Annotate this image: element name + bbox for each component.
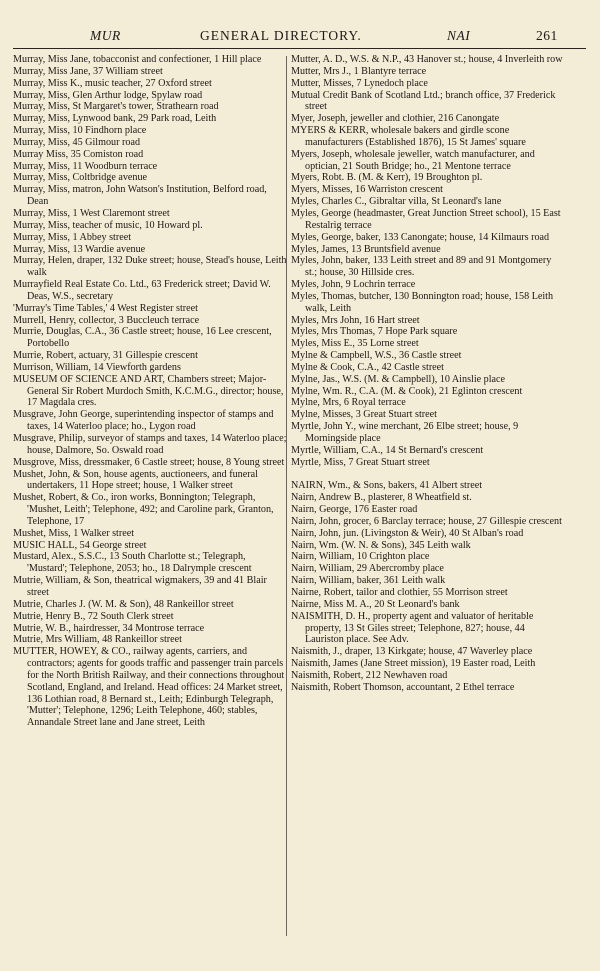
directory-entry: Mutter, Mrs J., 1 Blantyre terrace <box>291 65 427 77</box>
directory-entry: 'Murray's Time Tables,' 4 West Register street <box>13 302 198 314</box>
directory-entry: Nairn, John, jun. (Livingston & Weir), 40 St Alban's road <box>291 527 524 539</box>
directory-entry: Musgrave, Philip, surveyor of stamps and taxes, 14 Waterloo place; house, Dalmore, So. Oswald road <box>13 433 287 456</box>
directory-entry: Mutter, Misses, 7 Lynedoch place <box>291 77 428 89</box>
directory-entry: Mylne, Mrs, 6 Royal terrace <box>291 397 406 409</box>
directory-entry: Myrtle, Miss, 7 Great Stuart street <box>291 456 430 468</box>
directory-entry: Nairn, John, grocer, 6 Barclay terrace; house, 27 Gillespie crescent <box>291 515 562 527</box>
directory-entry: Naismith, Robert, 212 Newhaven road <box>291 669 448 681</box>
header-right-keyword: NAI <box>447 28 471 43</box>
directory-entry: Murray, Helen, draper, 132 Duke street; house, Stead's house, Leith walk <box>13 255 287 279</box>
column-divider <box>286 56 287 936</box>
directory-entry: Mushet, John, & Son, house agents, auctioneers, and funeral undertakers, 11 Hope street; house, 1 Walker street <box>13 468 258 492</box>
directory-entry: Nairne, Robert, tailor and clothier, 55 Morrison street <box>291 586 508 598</box>
directory-entry: Mushet, Robert, & Co., iron works, Bonnington; Telegraph, 'Mushet, Leith'; Telephone, 492; and Caroline park, Granton, Telephone, 17 <box>13 492 274 527</box>
header-rule <box>13 48 586 49</box>
directory-entry: Murray, Miss, 45 Gilmour road <box>13 136 141 148</box>
directory-entry: Myer, Joseph, jeweller and clothier, 216 Canongate <box>291 113 500 125</box>
directory-entry: Murray, Miss, matron, John Watson's Institution, Belford road, Dean <box>13 184 267 208</box>
directory-entry: Murray, Miss, St Margaret's tower, Strathearn road <box>13 101 219 113</box>
directory-entry: Murrayfield Real Estate Co. Ltd., 63 Frederick street; David W. Deas, W.S., secretary <box>13 279 271 302</box>
directory-entry: Murrie, Robert, actuary, 31 Gillespie crescent <box>13 350 198 362</box>
directory-entry: Mutter, A. D., W.S. & N.P., 43 Hanover st.; house, 4 Inverleith row <box>291 54 563 65</box>
directory-entry: Murray, Miss, Lynwood bank, 29 Park road, Leith <box>13 113 217 125</box>
directory-entry: Mutrie, Charles J. (W. M. & Son), 48 Rankeillor street <box>13 598 234 610</box>
directory-entry: Murray, Miss, 11 Woodburn terrace <box>13 160 158 172</box>
directory-entry: Mylne & Cook, C.A., 42 Castle street <box>291 361 444 373</box>
directory-entry: MUSIC HALL, 54 George street <box>13 539 147 551</box>
directory-entry: Mutrie, Mrs William, 48 Rankeillor street <box>13 634 182 646</box>
directory-entry: Myers, Joseph, wholesale jeweller, watch manufacturer, and optician, 21 South Bridge; ho., 21 Mentone terrace <box>291 148 535 172</box>
directory-entry: Murray, Miss, 1 West Claremont street <box>13 207 170 219</box>
directory-entry: Naismith, James (Jane Street mission), 19 Easter road, Leith <box>291 658 536 670</box>
directory-entry: Murray, Miss, 13 Wardie avenue <box>13 243 146 255</box>
directory-entry: Murray, Miss, 10 Findhorn place <box>13 125 147 137</box>
directory-entry: Mustard, Alex., S.S.C., 13 South Charlotte st.; Telegraph, 'Mustard'; Telephone, 2053; ho., 18 Dalrymple crescent <box>13 551 252 575</box>
directory-entry: Naismith, Robert Thomson, accountant, 2 Ethel terrace <box>291 681 515 693</box>
left-column <box>13 54 287 729</box>
directory-entry: NAIRN, Wm., & Sons, bakers, 41 Albert street <box>291 480 483 492</box>
directory-entry: Mutrie, William, & Son, theatrical wigmakers, 39 and 41 Blair street <box>13 575 267 598</box>
directory-entry: Murrell, Henry, collector, 3 Buccleuch terrace <box>13 314 200 326</box>
right-column <box>291 54 565 694</box>
directory-entry: Myles, Thomas, butcher, 130 Bonnington road; house, 158 Leith walk, Leith <box>291 290 554 314</box>
page-number: 261 <box>536 28 558 43</box>
directory-entry: Nairn, Wm. (W. N. & Sons), 345 Leith walk <box>291 539 471 551</box>
header-left-keyword: MUR <box>90 28 121 43</box>
directory-entry: Mushet, Miss, 1 Walker street <box>13 527 135 539</box>
directory-entry: Myles, George (headmaster, Great Junction Street school), 15 East Restalrig terrace <box>291 207 561 231</box>
directory-entry: Murray, Miss Jane, tobacconist and confectioner, 1 Hill place <box>13 54 262 65</box>
directory-entry: Mutrie, W. B., hairdresser, 34 Montrose terrace <box>13 622 205 634</box>
directory-entry: Nairne, Miss M. A., 20 St Leonard's bank <box>291 598 460 610</box>
directory-entry: Myles, Mrs John, 16 Hart street <box>291 314 420 326</box>
directory-entry: NAISMITH, D. H., property agent and valuator of heritable property, 13 St Giles street; Telephone, 827; house, 44 Lauriston place. See Adv. <box>291 610 534 646</box>
directory-entry: Mylne, Jas., W.S. (M. & Campbell), 10 Ainslie place <box>291 373 506 385</box>
directory-entry: Myers, Robt. B. (M. & Kerr), 19 Broughton pl. <box>291 172 483 184</box>
directory-entry: Murray, Miss, 1 Abbey street <box>13 231 132 243</box>
directory-entry: Nairn, William, 29 Abercromby place <box>291 563 444 575</box>
directory-entry: Nairn, George, 176 Easter road <box>291 504 418 516</box>
directory-entry: Myles, Mrs Thomas, 7 Hope Park square <box>291 326 458 338</box>
directory-entry: Murrie, Douglas, C.A., 36 Castle street; house, 16 Lee crescent, Portobello <box>13 326 272 350</box>
directory-entry: Myers, Misses, 16 Warriston crescent <box>291 184 443 196</box>
directory-entry: Mylne, Misses, 3 Great Stuart street <box>291 409 437 421</box>
directory-entry: Myles, John, baker, 133 Leith street and 89 and 91 Montgomery st.; house, 30 Hillside cres. <box>291 255 552 279</box>
directory-entry: Murray, Miss K., music teacher, 27 Oxford street <box>13 77 212 89</box>
directory-entry: Murray, Miss, Coltbridge avenue <box>13 172 148 184</box>
directory-entry: Myles, Charles C., Gibraltar villa, St Leonard's lane <box>291 196 502 208</box>
directory-entry: Myrtle, William, C.A., 14 St Bernard's crescent <box>291 444 484 456</box>
directory-entry: Nairn, William, baker, 361 Leith walk <box>291 575 446 587</box>
directory-entry: Myrtle, John Y., wine merchant, 26 Elbe street; house, 9 Morningside place <box>291 421 519 444</box>
directory-entry: Musgrave, John George, superintending inspector of stamps and taxes, 14 Waterloo place; ho., Lygon road <box>13 409 274 433</box>
directory-entry: MUSEUM OF SCIENCE AND ART, Chambers street; Major-General Sir Robert Murdoch Smith, K.C.M.G., director; house, 17 Magdala cres. <box>13 373 284 409</box>
directory-entry: Nairn, Andrew B., plasterer, 8 Wheatfield st. <box>291 492 472 504</box>
directory-entry: Myles, John, 9 Lochrin terrace <box>291 279 416 291</box>
directory-entry: Myles, George, baker, 133 Canongate; house, 14 Kilmaurs road <box>291 231 550 243</box>
directory-entry: Nairn, William, 10 Crighton place <box>291 551 430 563</box>
directory-entry: Mutrie, Henry B., 72 South Clerk street <box>13 610 174 622</box>
directory-entry: Myles, Miss E., 35 Lorne street <box>291 338 419 350</box>
directory-entry: Murrison, William, 14 Viewforth gardens <box>13 361 181 373</box>
directory-entry: Murray Miss, 35 Comiston road <box>13 148 144 160</box>
directory-entry: Naismith, J., draper, 13 Kirkgate; house, 47 Waverley place <box>291 646 533 658</box>
directory-entry: MUTTER, HOWEY, & CO., railway agents, carriers, and contractors; agents for goods traffic and passenger train parcels for the North British Railway, and their connections throughout Scotland, England, and Ireland. Head offices: 24 Market street, 136 Lothian road, 8 Bernard st., Leith; Edinburgh Telegraph, 'Mutter'; Telephone, 1296; Leith Telephone, 460; stables, Annandale Street lane and Jane street, Leith <box>13 646 285 729</box>
header-title: GENERAL DIRECTORY. <box>200 28 362 43</box>
directory-entry: Mylne & Campbell, W.S., 36 Castle street <box>291 350 462 362</box>
directory-entry: Myles, James, 13 Bruntsfield avenue <box>291 243 441 255</box>
page-header <box>0 28 600 48</box>
directory-entry: Mutual Credit Bank of Scotland Ltd.; branch office, 37 Frederick street <box>291 89 556 113</box>
directory-entry: Murray, Miss Jane, 37 William street <box>13 65 163 77</box>
directory-entry: Murray, Miss, teacher of music, 10 Howard pl. <box>13 219 203 231</box>
section-gap <box>291 469 565 481</box>
directory-entry: MYERS & KERR, wholesale bakers and girdle scone manufacturers (Established 1876), 15 St James' square <box>291 125 526 148</box>
directory-entry: Musgrove, Miss, dressmaker, 6 Castle street; house, 8 Young street <box>13 456 285 468</box>
directory-entry: Murray, Miss, Glen Arthur lodge, Spylaw road <box>13 89 203 101</box>
directory-entry: Mylne, Wm. R., C.A. (M. & Cook), 21 Eglinton crescent <box>291 385 523 397</box>
